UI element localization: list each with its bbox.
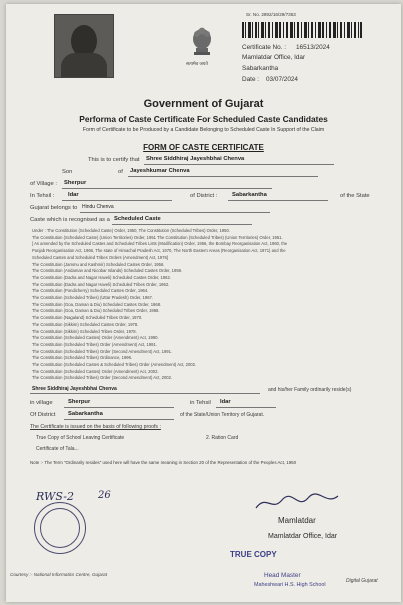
order-line: Under : The Constitution (Scheduled Caste) Order, 1950, The Constitution (Scheduled Tribes) Order, 1950. — [32, 228, 230, 233]
order-line: The Constitution (Scheduled Tribes) (Uttar Pradesh) Order, 1967. — [32, 295, 154, 301]
barcode — [242, 22, 362, 38]
community-value: Hindu Chenva — [82, 204, 114, 210]
issuing-district: Sabarkantha — [242, 65, 279, 72]
tehsil-value: Idar — [68, 192, 79, 198]
government-title: Government of Gujarat — [143, 98, 264, 110]
recognised-label: Caste which is recognised as a — [30, 217, 110, 223]
order-line: The Constitution (Jammu and Kashmir) Scheduled Castes Order, 1956. — [32, 261, 165, 267]
certificate-main-title: Performa of Caste Certificate For Scheduled Caste Candidates — [79, 114, 328, 124]
mamlatdar-signature — [252, 492, 342, 514]
true-copy-stamp: TRUE COPY — [230, 550, 277, 559]
order-line: The Constitution (Goa, Daman & Diu) Scheduled Castes Order, 1968. — [32, 301, 162, 307]
residence-tehsil-label: in Tehsil — [190, 400, 211, 406]
residence-village: Sherpur — [68, 399, 91, 405]
state-suffix: of the State — [340, 193, 370, 199]
residence-village-label: in village — [30, 400, 53, 406]
order-line: The Constitution (Scheduled Tribes) Order (Amendment) Act, 1991. — [32, 341, 157, 347]
form-title: FORM OF CASTE CERTIFICATE — [143, 143, 264, 152]
residence-tehsil: Idar — [220, 399, 231, 405]
head-master-stamp: Head Master — [264, 572, 301, 579]
order-line: The Constitution (Goa, Daman & Diu) Scheduled Tribes Order, 1968. — [32, 308, 160, 314]
residence-name: Shree Siddhiraj Jayeshbhai Chenva — [32, 386, 117, 392]
order-line: The Constitution (Scheduled Castes & Scheduled Tribes) Order (Amendment) Act, 2002. — [32, 362, 197, 368]
district-label: of District : — [190, 193, 218, 199]
applicant-name: Shree Siddhiraj Jayeshbhai Chenva — [146, 156, 245, 162]
order-line: The Constitution (Scheduled Tribes) Ordinance, 1996. — [32, 355, 133, 361]
proof-item-3: Certificate of Tala... — [36, 446, 79, 452]
certificate-no: 16513/2024 — [296, 44, 330, 51]
handwritten-initials: RWS-2 — [36, 490, 75, 503]
order-line: The Constitution (Andaman and Nicobar Islands) Scheduled Castes Order, 1959. — [32, 268, 183, 274]
certify-label: This is to certify that — [88, 157, 140, 163]
date-label: Date : — [242, 76, 260, 83]
residence-district: Sabarkantha — [68, 411, 103, 417]
order-line: The Constitution (Scheduled Caste) (Union Territories) Order, 1951 The Constitution (Scheduled Tribes) (Union Territories) Order, 1951. — [32, 234, 283, 240]
village-label: of Village : — [30, 181, 57, 187]
order-line: The Constitution (Scheduled Tribes) Order (Second Amendment) Act, 1991. — [32, 348, 173, 354]
footer-courtesy: Courtesy :- National Informatics Centre, Gujarat — [10, 572, 108, 577]
of-label: of — [118, 169, 123, 175]
order-line: The Constitution (Dadra and Nagar Haveli) Scheduled Castes Order, 1962. — [32, 274, 171, 280]
order-line: The Constitution (Scheduled Castes) Order (Amendment) Act, 1990. — [32, 335, 159, 341]
handwritten-date: 26 — [98, 490, 111, 501]
son-label: Son — [62, 169, 73, 175]
order-line: The Constitution (Pondicherry) Scheduled Castes Order, 1964. — [32, 288, 149, 294]
orders-list — [32, 228, 287, 382]
certificate-subtitle: Form of Certificate to be Produced by a Candidate Belonging to Scheduled Caste In Support of the Claim — [82, 127, 325, 133]
certificate-page — [6, 4, 401, 602]
caste-class: Scheduled Caste — [114, 216, 161, 222]
residence-district-label: Of District — [30, 412, 56, 418]
proof-item-1: True Copy of School Leaving Certificate — [36, 435, 125, 441]
certificate-no-label: Certificate No. : — [242, 44, 287, 51]
district-value: Sabarkantha — [232, 192, 267, 198]
order-line: [ As amended by the Scheduled Castes and Scheduled Tribes Lists (Modification) Order, 1956, the Bombay Reorganisation Act, 1960, the — [32, 241, 288, 247]
residence-suffix: and his/her Family ordinarily reside(s) — [268, 387, 352, 393]
order-line: Scheduled Castes and Scheduled Tribes Orders (Amendment) Act, 1976] — [32, 254, 168, 260]
father-name: Jayeshkumar Chenva — [130, 168, 190, 174]
proof-basis-label: The Certificate is issued on the basis of following proofs : — [30, 424, 161, 430]
issuing-office: Mamlatdar Office, Idar — [242, 54, 306, 61]
order-line: The Constitution (Scheduled Tribes) Order (Second Amendment) Act, 2002. — [32, 375, 173, 381]
official-title: Mamlatdar — [278, 516, 316, 525]
school-stamp: Maheshwari H.S. High School — [254, 582, 326, 588]
residence-state-text: of the State/Union Territory of Gujarat. — [180, 412, 265, 418]
applicant-photo — [54, 14, 114, 78]
village-value: Sherpur — [64, 180, 87, 186]
signature-office: Mamlatdar Office, Idar — [268, 533, 338, 540]
serial-number: Sr. No. 2892/16/29/7353 — [246, 12, 296, 17]
order-line: The Constitution (Sikkim) Scheduled Castes Order, 1978. — [32, 321, 139, 327]
order-line: Punjab Reorganisation Act, 1966, The state of Himachal Pradesh Act, 1970, The North Eastern Areas (Reorganisation Act, 1971) and the — [32, 248, 286, 254]
emblem-caption: सत्यमेव जयते — [186, 61, 208, 66]
footer-brand: Digital Gujarat — [346, 578, 378, 584]
proof-item-2: 2. Ration Card — [206, 435, 239, 441]
emblem-icon — [188, 22, 216, 60]
order-line: The Constitution (Dadra and Nagar Haveli) Scheduled Tribes Order, 1962. — [32, 281, 170, 287]
certificate-date: 03/07/2024 — [266, 76, 298, 83]
state-belongs-label: Gujarat belongs to — [30, 205, 78, 211]
order-line: The Constitution (Scheduled Castes) Order (Amendment) Act, 2002. — [32, 368, 159, 374]
order-line: The Constitution (Nagaland) Scheduled Tribes Order, 1970. — [32, 315, 143, 321]
office-seal-inner — [40, 508, 80, 548]
note-text: Note :- The Term "Ordinarily resides" used here will have the same meaning in Section 20 of the Representation of the Peoples Act, 1950 — [30, 460, 297, 465]
order-line: The Constitution (Sikkim) Scheduled Tribes Order, 1978. — [32, 328, 137, 334]
tehsil-label: In Tehsil : — [30, 193, 55, 199]
